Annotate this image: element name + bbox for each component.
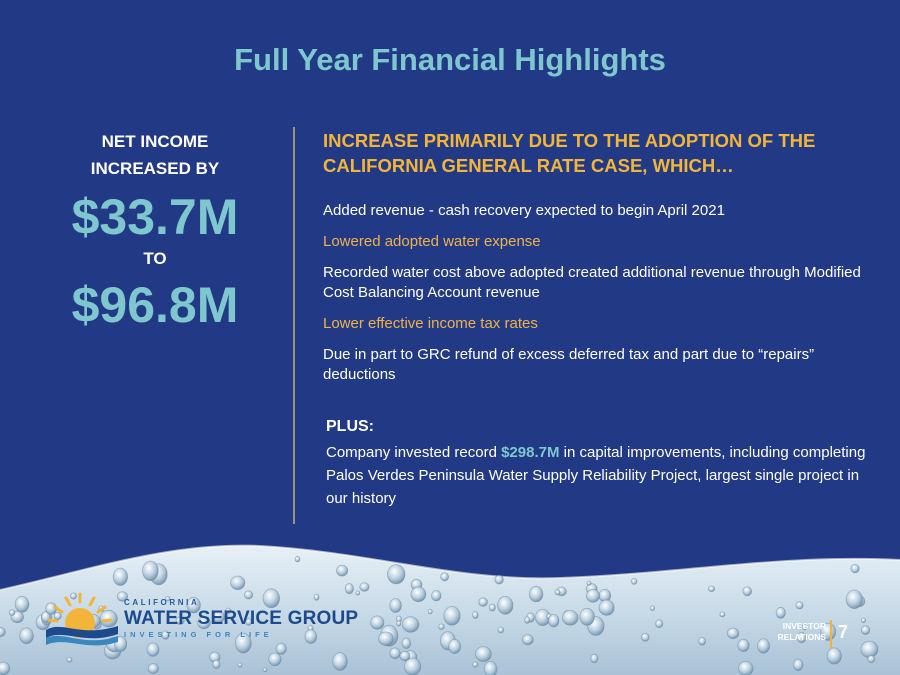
- logo-california: CALIFORNIA: [124, 598, 200, 607]
- reasons-headline-line1: INCREASE PRIMARILY DUE TO THE ADOPTION OF THE: [323, 130, 816, 151]
- water-droplet: [641, 633, 649, 641]
- net-income-lead-line1: NET INCOME: [101, 132, 209, 151]
- water-droplet: [739, 661, 754, 675]
- water-droplet: [9, 610, 15, 616]
- water-droplet: [397, 621, 401, 626]
- logo-text: [124, 598, 358, 640]
- water-droplet: [529, 586, 543, 602]
- water-droplet: [0, 662, 10, 675]
- investor-relations-label: [770, 621, 826, 643]
- water-droplet: [525, 617, 530, 624]
- water-droplet: [439, 624, 445, 630]
- water-droplet: [868, 656, 875, 663]
- water-droplet: [473, 612, 479, 619]
- water-droplet: [113, 568, 127, 585]
- water-droplet: [402, 617, 419, 633]
- water-droplet: [738, 639, 749, 651]
- water-droplet: [631, 578, 637, 584]
- water-droplet: [449, 639, 461, 653]
- water-droplet: [295, 556, 300, 562]
- plus-title: PLUS:: [326, 418, 374, 435]
- water-droplet: [473, 662, 478, 667]
- water-droplet: [379, 632, 394, 646]
- water-droplet: [371, 616, 384, 629]
- reasons-headline-line2: CALIFORNIA GENERAL RATE CASE, WHICH…: [323, 155, 734, 176]
- reason-item: Recorded water cost above adopted created additional revenue through Modified Cost Balancing Account revenue: [323, 264, 861, 301]
- water-droplet: [555, 590, 560, 595]
- reason-item: Lowered adopted water expense: [323, 233, 541, 250]
- water-droplet: [720, 612, 725, 617]
- water-droplet: [444, 606, 460, 625]
- reason-item: Lower effective income tax rates: [323, 315, 538, 332]
- net-income-panel: [40, 128, 270, 334]
- reason-item: Added revenue - cash recovery expected to begin April 2021: [323, 202, 725, 219]
- plus-body-before: Company invested record: [326, 444, 502, 461]
- water-droplet: [846, 590, 862, 609]
- water-droplet: [580, 608, 595, 625]
- plus-section: [326, 416, 866, 510]
- water-droplet: [15, 596, 29, 612]
- water-droplet: [656, 620, 663, 628]
- water-droplet: [337, 565, 348, 576]
- relations-label: RELATIONS: [777, 632, 826, 642]
- water-droplet: [489, 604, 495, 611]
- water-droplet: [861, 626, 870, 635]
- water-droplet: [851, 564, 859, 573]
- water-droplet: [776, 607, 785, 618]
- net-income-to-value: $96.8M: [71, 277, 239, 333]
- water-droplet: [861, 618, 865, 623]
- plus-body: [326, 441, 866, 510]
- water-droplet: [699, 637, 706, 645]
- water-droplet: [269, 653, 281, 666]
- water-droplet: [333, 653, 348, 671]
- water-droplet: [586, 589, 599, 602]
- vertical-divider: [293, 127, 295, 524]
- water-droplet: [20, 628, 34, 644]
- water-droplet: [758, 639, 770, 654]
- water-droplet: [432, 591, 442, 601]
- water-droplet: [143, 561, 159, 581]
- water-droplet: [591, 654, 598, 663]
- water-droplet: [549, 614, 559, 627]
- page-number: 7: [838, 622, 849, 642]
- sun-wave-logo-icon: [44, 590, 120, 650]
- reasons-panel: [323, 128, 878, 396]
- water-droplet: [587, 581, 591, 585]
- water-droplet: [796, 602, 803, 609]
- water-droplet: [599, 600, 614, 615]
- plus-body-after: in capital improvements, including completing Palos Verdes Peninsula Water Supply Reliability Project, largest single project in our history: [326, 444, 866, 507]
- water-droplet: [441, 573, 449, 581]
- water-droplet: [562, 610, 578, 625]
- plus-amount: $298.7M: [501, 444, 560, 461]
- net-income-from-value: $33.7M: [71, 189, 239, 245]
- water-droplet: [827, 648, 841, 664]
- water-droplet: [495, 575, 504, 584]
- footer-divider: [830, 620, 832, 648]
- water-droplet: [484, 661, 497, 675]
- net-income-to-label: TO: [143, 249, 167, 268]
- reason-item: Due in part to GRC refund of excess deferred tax and part due to “repairs” deductions: [323, 346, 815, 383]
- water-droplet: [390, 648, 400, 659]
- water-droplet: [231, 576, 245, 590]
- water-droplet: [476, 647, 492, 662]
- water-droplet: [522, 635, 533, 645]
- net-income-lead-line2: INCREASED BY: [90, 159, 220, 178]
- water-droplet: [727, 628, 739, 639]
- water-droplet: [428, 609, 432, 614]
- water-droplet: [387, 565, 405, 584]
- water-droplet: [498, 596, 513, 614]
- company-logo: [44, 590, 364, 650]
- water-droplet: [402, 638, 411, 649]
- water-droplet: [238, 663, 242, 667]
- water-droplet: [390, 599, 402, 613]
- water-droplet: [498, 627, 504, 633]
- water-droplet: [743, 587, 752, 596]
- investor-label: INVESTOR: [782, 621, 826, 631]
- water-droplet: [650, 606, 654, 611]
- water-droplet: [861, 641, 878, 658]
- water-droplet: [148, 664, 158, 674]
- reasons-headline: [323, 128, 878, 178]
- water-droplet: [213, 660, 220, 668]
- water-droplet: [263, 668, 267, 672]
- water-droplet: [400, 651, 410, 660]
- slide-title: Full Year Financial Highlights: [234, 42, 666, 77]
- water-droplet: [411, 587, 426, 602]
- water-droplet: [708, 586, 714, 592]
- logo-company-name: WATER SERVICE GROUP: [124, 608, 359, 629]
- water-droplet: [794, 659, 803, 671]
- water-droplet: [479, 598, 488, 607]
- logo-tagline: INVESTING FOR LIFE: [124, 630, 273, 639]
- water-droplet: [67, 657, 72, 662]
